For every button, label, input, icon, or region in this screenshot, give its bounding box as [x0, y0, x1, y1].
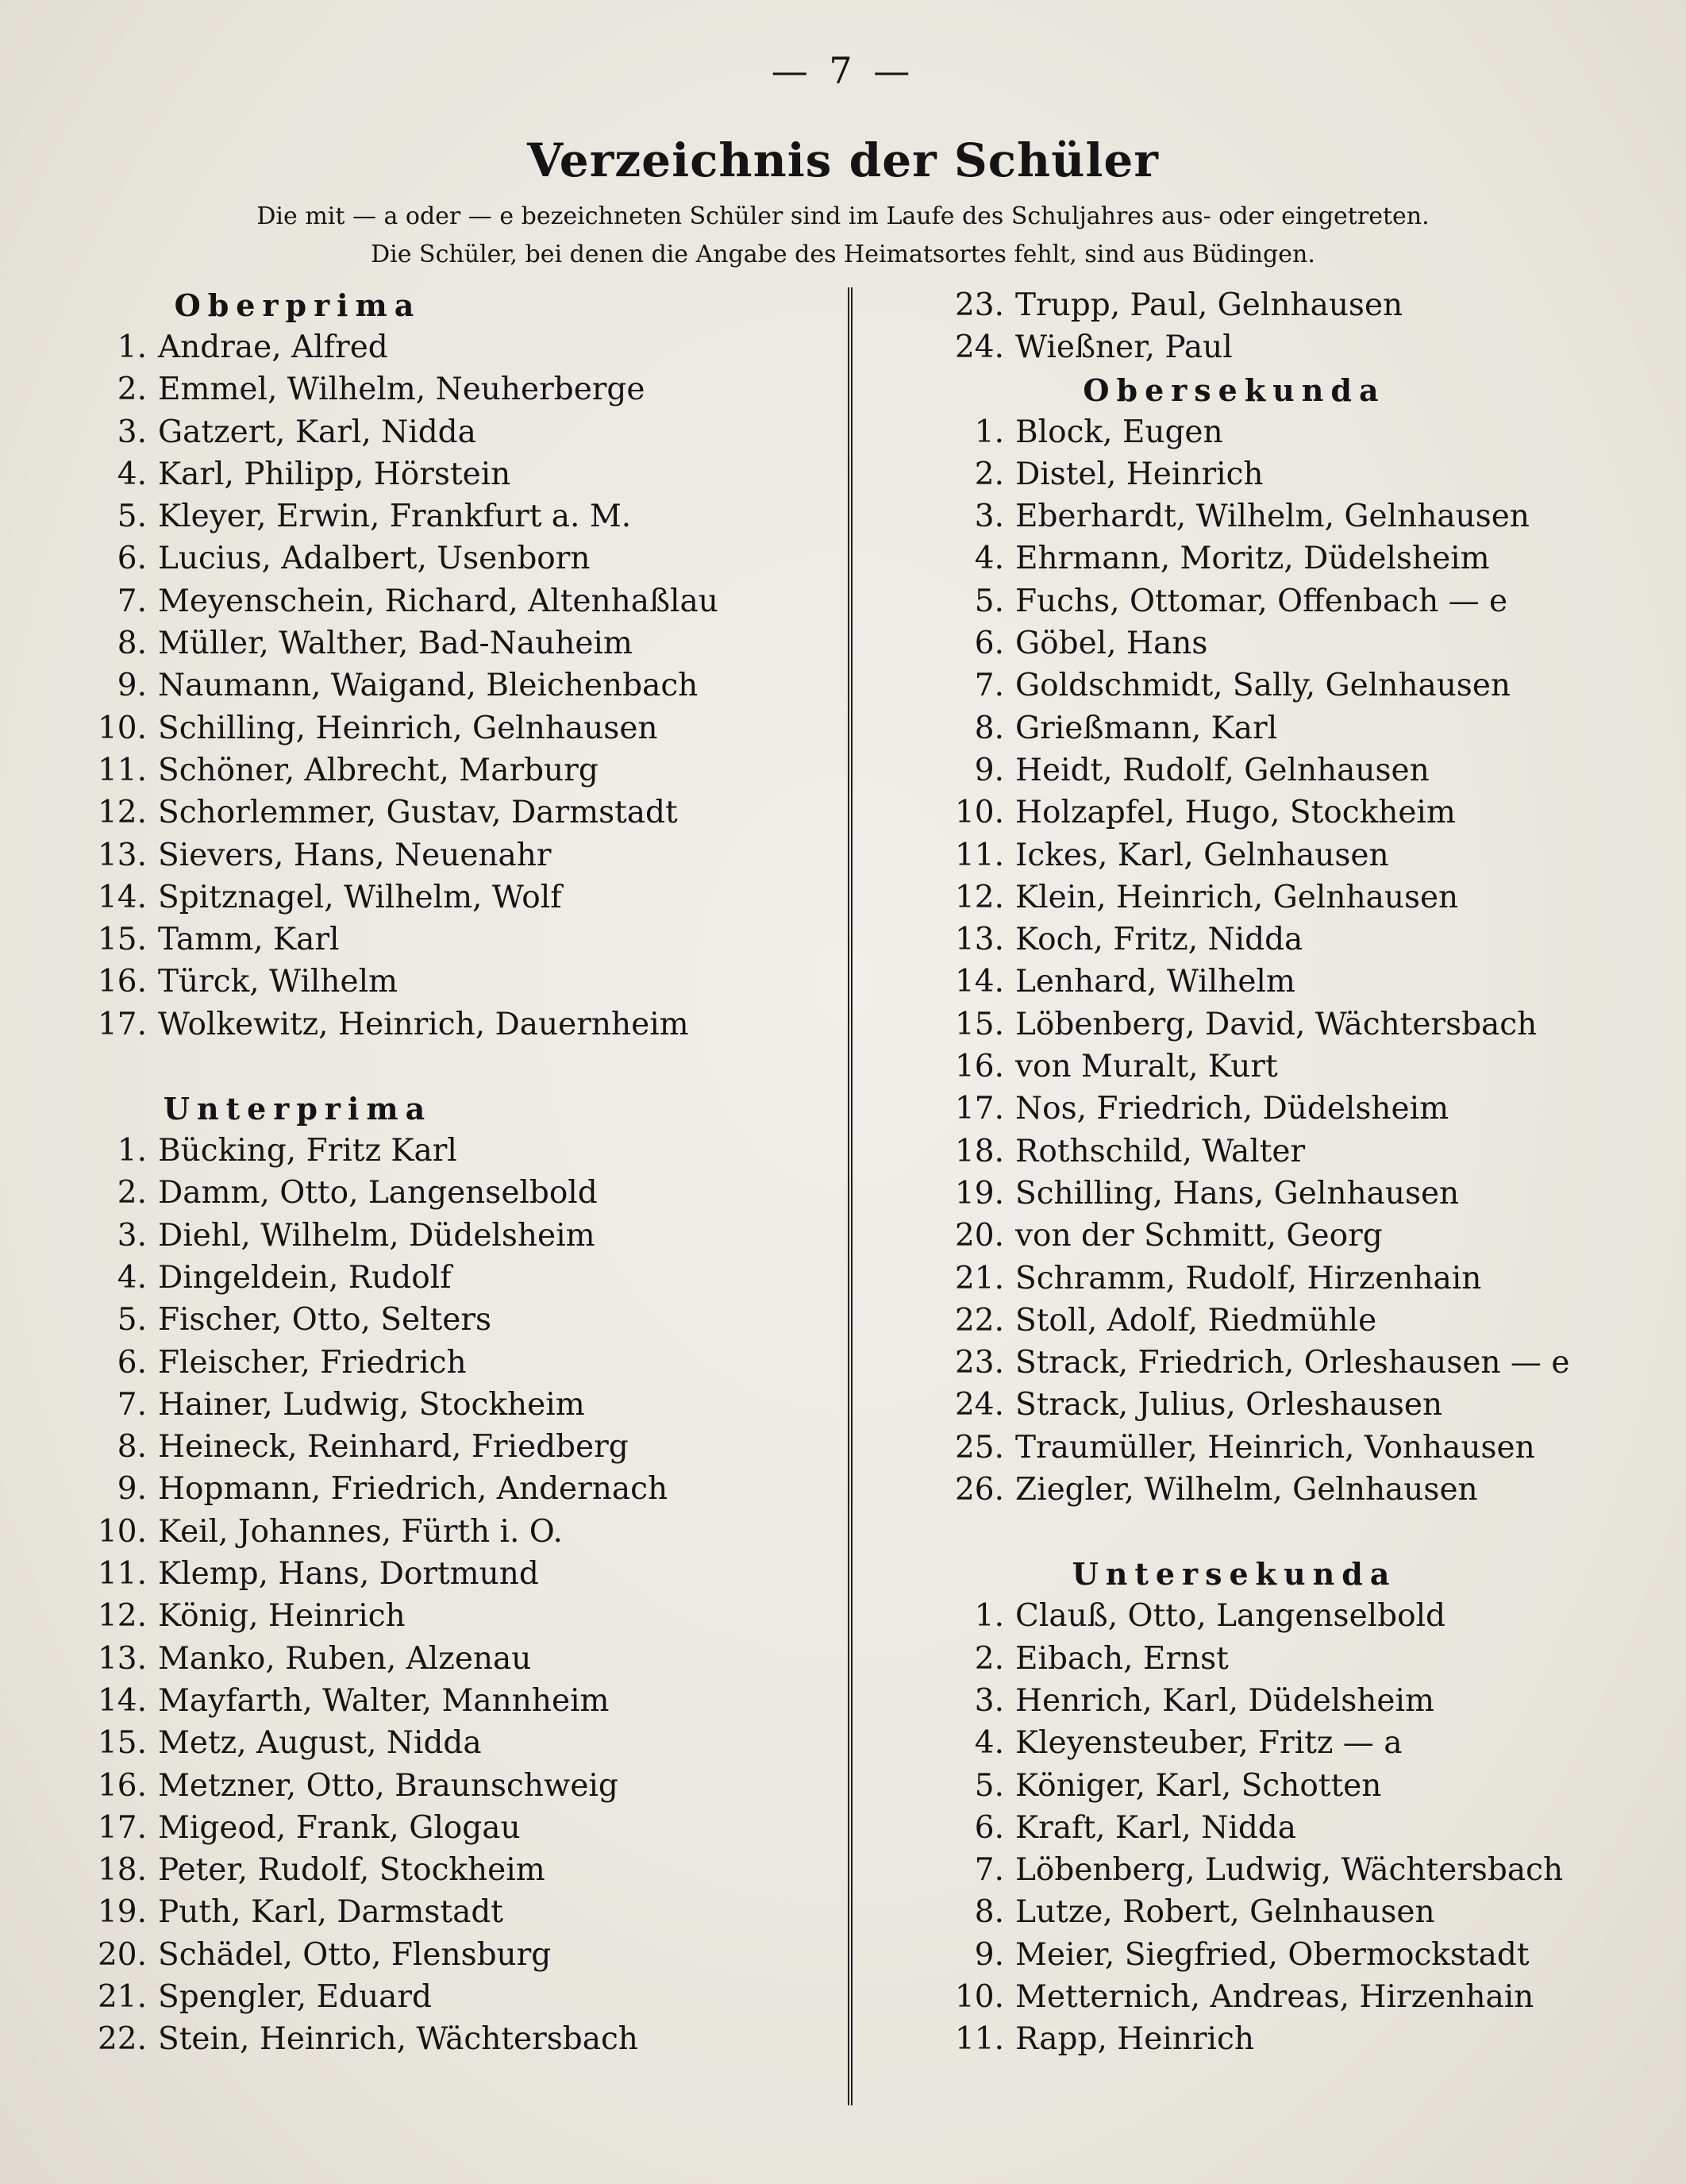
list-item [83, 1511, 845, 1553]
list-item-number: 1. [974, 414, 1004, 450]
list-item-number: 19. [954, 1175, 1004, 1211]
list-item-number: 10. [954, 1978, 1004, 2015]
list-item [83, 1172, 845, 1214]
student-entry: Naumann, Waigand, Bleichenbach [158, 668, 699, 704]
student-entry: Fleischer, Friedrich [158, 1344, 467, 1381]
list-item-number: 14. [97, 1682, 147, 1719]
list-oberprima [83, 326, 845, 1046]
student-entry: Fuchs, Ottomar, Offenbach — e [1015, 583, 1508, 619]
list-item [941, 1427, 1655, 1469]
student-entry: Strack, Julius, Orleshausen [1015, 1387, 1443, 1423]
student-entry: Schädel, Otto, Flensburg [158, 1936, 552, 1973]
list-item [941, 411, 1655, 453]
student-entry: Metz, August, Nidda [158, 1725, 482, 1762]
list-item-number: 8. [974, 710, 1004, 746]
list-untersekunda [941, 1595, 1655, 2060]
column-divider [848, 287, 853, 2105]
list-item [941, 453, 1655, 495]
left-column [83, 284, 845, 2061]
list-item-number: 21. [954, 1260, 1004, 1296]
list-item-number: 3. [117, 1217, 147, 1254]
student-entry: Müller, Walther, Bad-Nauheim [158, 626, 633, 662]
list-item [83, 834, 845, 876]
list-item [941, 1638, 1655, 1680]
list-item-number: 13. [97, 837, 147, 873]
student-entry: Hopmann, Friedrich, Andernach [158, 1471, 668, 1508]
list-item [941, 1976, 1655, 2018]
student-entry: Stoll, Adolf, Riedmühle [1015, 1302, 1377, 1339]
student-entry: Eibach, Ernst [1015, 1640, 1229, 1677]
list-item [83, 1934, 845, 1976]
list-item [941, 664, 1655, 707]
student-entry: Spengler, Eduard [158, 1978, 432, 2015]
list-item-number: 8. [117, 626, 147, 662]
list-item [941, 1046, 1655, 1088]
list-item-number: 11. [97, 1556, 147, 1593]
list-item-number: 5. [117, 499, 147, 535]
student-entry: Ehrmann, Moritz, Düdelsheim [1015, 541, 1490, 577]
student-entry: Diehl, Wilhelm, Düdelsheim [158, 1217, 595, 1254]
student-entry: Kraft, Karl, Nidda [1015, 1809, 1297, 1846]
student-entry: Königer, Karl, Schotten [1015, 1767, 1382, 1804]
list-item [941, 749, 1655, 792]
list-item [941, 1088, 1655, 1130]
student-entry: Ickes, Karl, Gelnhausen [1015, 837, 1389, 873]
list-item [83, 1257, 845, 1299]
student-entry: Türck, Wilhelm [158, 964, 398, 1000]
list-item-number: 7. [974, 668, 1004, 704]
student-entry: Wießner, Paul [1015, 329, 1233, 366]
student-entry: Block, Eugen [1015, 414, 1223, 450]
list-item-number: 15. [97, 1725, 147, 1762]
list-item [83, 326, 845, 368]
list-item [83, 664, 845, 707]
student-entry: Karl, Philipp, Hörstein [158, 456, 511, 492]
student-entry: Rothschild, Walter [1015, 1133, 1306, 1169]
student-entry: Lenhard, Wilhelm [1015, 964, 1295, 1000]
list-item [83, 1722, 845, 1764]
list-item [83, 1342, 845, 1384]
student-entry: Heineck, Reinhard, Friedberg [158, 1429, 629, 1466]
list-item [83, 1595, 845, 1637]
list-item [83, 1384, 845, 1426]
student-entry: Meyenschein, Richard, Altenhaßlau [158, 583, 718, 619]
list-item [83, 919, 845, 961]
list-item-number: 18. [97, 1852, 147, 1889]
section-heading-oberprima: Oberprima [174, 287, 422, 323]
student-entry: Meier, Siegfried, Obermockstadt [1015, 1936, 1530, 1973]
list-item-number: 6. [974, 1809, 1004, 1846]
list-item [83, 1299, 845, 1341]
list-item [83, 1638, 845, 1680]
student-entry: Grießmann, Karl [1015, 710, 1278, 746]
student-entry: Hainer, Ludwig, Stockheim [158, 1386, 585, 1423]
list-item [83, 453, 845, 495]
list-item-number: 16. [97, 1767, 147, 1804]
student-entry: Bücking, Fritz Karl [158, 1133, 457, 1169]
list-item [941, 1807, 1655, 1849]
list-item-number: 17. [954, 1091, 1004, 1127]
list-item [941, 2018, 1655, 2060]
list-item [83, 537, 845, 580]
student-entry: Klein, Heinrich, Gelnhausen [1015, 879, 1459, 915]
student-entry: Eberhardt, Wilhelm, Gelnhausen [1015, 499, 1530, 535]
student-entry: Nos, Friedrich, Düdelsheim [1015, 1091, 1449, 1127]
list-item [941, 1469, 1655, 1511]
student-entry: Rapp, Heinrich [1015, 2021, 1254, 2058]
list-item [941, 961, 1655, 1003]
student-entry: Gatzert, Karl, Nidda [158, 414, 476, 450]
student-entry: Clauß, Otto, Langenselbold [1015, 1598, 1446, 1635]
student-entry: Klemp, Hans, Dortmund [158, 1556, 539, 1593]
list-item [941, 580, 1655, 622]
student-entry: Wolkewitz, Heinrich, Dauernheim [158, 1006, 689, 1042]
list-item-number: 2. [117, 372, 147, 408]
list-item-number: 9. [117, 668, 147, 704]
list-item [941, 1258, 1655, 1300]
list-unterprima [83, 1130, 845, 2061]
list-item [83, 622, 845, 664]
student-entry: Schramm, Rudolf, Hirzenhain [1015, 1260, 1482, 1296]
student-entry: Mayfarth, Walter, Mannheim [158, 1682, 610, 1719]
list-item-number: 19. [97, 1894, 147, 1931]
list-item-number: 24. [954, 1387, 1004, 1423]
student-entry: Andrae, Alfred [158, 329, 388, 365]
list-item [83, 1765, 845, 1807]
student-entry: von der Schmitt, Georg [1015, 1218, 1383, 1254]
section-gap [83, 1046, 845, 1088]
list-item [83, 580, 845, 622]
list-item [83, 1215, 845, 1257]
list-obersekunda [941, 411, 1655, 1512]
list-item-number: 11. [954, 2021, 1004, 2058]
list-item [941, 792, 1655, 834]
section-gap [941, 1511, 1655, 1553]
list-item-number: 3. [117, 414, 147, 450]
list-item [941, 1722, 1655, 1764]
list-item [941, 1384, 1655, 1426]
list-item-number: 15. [954, 1006, 1004, 1042]
list-unterprima-continued [941, 284, 1655, 369]
list-item-number: 5. [974, 583, 1004, 619]
student-entry: Ziegler, Wilhelm, Gelnhausen [1015, 1472, 1478, 1508]
list-item [83, 1891, 845, 1933]
list-item-number: 20. [97, 1936, 147, 1973]
list-item-number: 12. [954, 879, 1004, 915]
student-entry: Holzapfel, Hugo, Stockheim [1015, 795, 1456, 831]
list-item-number: 13. [97, 1640, 147, 1677]
list-item [83, 495, 845, 537]
section-heading-unterprima: Unterprima [163, 1091, 433, 1127]
student-entry: Goldschmidt, Sally, Gelnhausen [1015, 668, 1511, 704]
list-item [83, 792, 845, 834]
student-entry: Keil, Johannes, Fürth i. O. [158, 1513, 563, 1550]
list-item [941, 622, 1655, 664]
student-entry: Löbenberg, Ludwig, Wächtersbach [1015, 1852, 1564, 1889]
list-item-number: 10. [97, 1513, 147, 1550]
list-item-number: 14. [97, 879, 147, 915]
list-item [941, 919, 1655, 961]
list-item-number: 7. [117, 583, 147, 619]
list-item [83, 368, 845, 410]
list-item [941, 284, 1655, 326]
list-item [941, 1934, 1655, 1976]
list-item-number: 2. [974, 456, 1004, 492]
list-item [941, 1680, 1655, 1722]
list-item [941, 1003, 1655, 1046]
student-entry: Heidt, Rudolf, Gelnhausen [1015, 752, 1430, 788]
student-entry: Sievers, Hans, Neuenahr [158, 837, 552, 873]
list-item-number: 5. [117, 1302, 147, 1339]
student-entry: Dingeldein, Rudolf [158, 1259, 452, 1296]
list-item-number: 1. [117, 1133, 147, 1169]
list-item-number: 24. [954, 329, 1004, 366]
student-entry: König, Heinrich [158, 1598, 406, 1635]
list-item-number: 1. [117, 329, 147, 365]
list-item [83, 707, 845, 749]
student-entry: Trupp, Paul, Gelnhausen [1015, 287, 1403, 323]
list-item [941, 495, 1655, 537]
student-entry: Metzner, Otto, Braunschweig [158, 1767, 618, 1804]
list-item-number: 9. [974, 1936, 1004, 1973]
note-line: Die Schüler, bei denen die Angabe des Heimatsortes fehlt, sind aus Büdingen. [371, 241, 1315, 268]
list-item [941, 1300, 1655, 1342]
student-entry: von Muralt, Kurt [1015, 1049, 1278, 1085]
list-item [83, 1849, 845, 1891]
list-item-number: 2. [117, 1175, 147, 1211]
list-item [83, 1130, 845, 1172]
right-column [941, 284, 1655, 2061]
list-item-number: 3. [974, 499, 1004, 535]
student-entry: Lucius, Adalbert, Usenborn [158, 541, 591, 577]
list-item-number: 6. [974, 626, 1004, 662]
list-item-number: 17. [97, 1809, 147, 1846]
list-item-number: 11. [954, 837, 1004, 873]
list-item-number: 9. [117, 1471, 147, 1508]
list-item [941, 1173, 1655, 1215]
student-entry: Lutze, Robert, Gelnhausen [1015, 1894, 1435, 1931]
list-item [83, 411, 845, 453]
student-entry: Schilling, Heinrich, Gelnhausen [158, 710, 658, 746]
list-item [83, 876, 845, 919]
list-item-number: 23. [954, 1345, 1004, 1381]
list-item [83, 1468, 845, 1510]
student-entry: Spitznagel, Wilhelm, Wolf [158, 879, 562, 915]
list-item [941, 707, 1655, 749]
list-item [941, 1765, 1655, 1807]
list-item [941, 876, 1655, 919]
student-entry: Henrich, Karl, Düdelsheim [1015, 1682, 1434, 1719]
list-item-number: 20. [954, 1218, 1004, 1254]
student-entry: Metternich, Andreas, Hirzenhain [1015, 1978, 1534, 2015]
student-entry: Damm, Otto, Langenselbold [158, 1175, 598, 1211]
list-item [83, 749, 845, 792]
list-item-number: 7. [117, 1386, 147, 1423]
student-entry: Traumüller, Heinrich, Vonhausen [1015, 1429, 1535, 1466]
list-item-number: 12. [97, 1598, 147, 1635]
list-item-number: 4. [117, 456, 147, 492]
list-item-number: 8. [117, 1429, 147, 1466]
list-item-number: 16. [954, 1049, 1004, 1085]
list-item-number: 8. [974, 1894, 1004, 1931]
student-entry: Schorlemmer, Gustav, Darmstadt [158, 795, 678, 831]
list-item-number: 25. [954, 1429, 1004, 1466]
student-entry: Schöner, Albrecht, Marburg [158, 752, 599, 788]
list-item [83, 2018, 845, 2060]
list-item [941, 834, 1655, 876]
list-item-number: 5. [974, 1767, 1004, 1804]
list-item-number: 9. [974, 752, 1004, 788]
list-item [83, 1003, 845, 1046]
list-item-number: 7. [974, 1852, 1004, 1889]
list-item [941, 1595, 1655, 1637]
list-item [83, 1680, 845, 1722]
list-item [83, 1426, 845, 1468]
list-item [83, 1553, 845, 1595]
list-item [941, 1215, 1655, 1257]
list-item-number: 10. [954, 795, 1004, 831]
list-item [941, 1891, 1655, 1933]
list-item [941, 326, 1655, 368]
student-entry: Koch, Fritz, Nidda [1015, 922, 1303, 958]
student-entry: Stein, Heinrich, Wächtersbach [158, 2021, 638, 2058]
student-entry: Kleyensteuber, Fritz — a [1015, 1725, 1403, 1762]
note-line: Die mit — a oder — e bezeichneten Schüler sind im Laufe des Schuljahres aus- oder eingetreten. [256, 202, 1430, 230]
student-entry: Tamm, Karl [158, 922, 340, 958]
list-item-number: 4. [974, 541, 1004, 577]
list-item-number: 26. [954, 1472, 1004, 1508]
list-item-number: 12. [97, 795, 147, 831]
student-entry: Strack, Friedrich, Orleshausen — e [1015, 1345, 1570, 1381]
list-item [83, 961, 845, 1003]
list-item-number: 13. [954, 922, 1004, 958]
list-item-number: 22. [954, 1302, 1004, 1339]
list-item [941, 1131, 1655, 1173]
student-entry: Manko, Ruben, Alzenau [158, 1640, 532, 1677]
list-item-number: 4. [117, 1259, 147, 1296]
student-entry: Fischer, Otto, Selters [158, 1302, 492, 1339]
list-item-number: 6. [117, 541, 147, 577]
page-number: — 7 — [771, 49, 915, 92]
list-item-number: 10. [97, 710, 147, 746]
student-entry: Distel, Heinrich [1015, 456, 1264, 492]
list-item-number: 15. [97, 922, 147, 958]
list-item-number: 23. [954, 287, 1004, 323]
list-item-number: 16. [97, 964, 147, 1000]
list-item-number: 14. [954, 964, 1004, 1000]
student-entry: Emmel, Wilhelm, Neuherberge [158, 372, 645, 408]
list-item-number: 11. [97, 752, 147, 788]
list-item-number: 17. [97, 1006, 147, 1042]
list-item-number: 6. [117, 1344, 147, 1381]
list-item [941, 1342, 1655, 1384]
list-item [83, 1807, 845, 1849]
list-item-number: 2. [974, 1640, 1004, 1677]
list-item-number: 4. [974, 1725, 1004, 1762]
list-item-number: 22. [97, 2021, 147, 2058]
list-item-number: 21. [97, 1978, 147, 2015]
student-entry: Peter, Rudolf, Stockheim [158, 1852, 545, 1889]
list-item [83, 1976, 845, 2018]
list-item-number: 18. [954, 1133, 1004, 1169]
page-title: Verzeichnis der Schüler [527, 133, 1159, 187]
list-item-number: 1. [974, 1598, 1004, 1635]
list-item [941, 1849, 1655, 1891]
student-entry: Migeod, Frank, Glogau [158, 1809, 521, 1846]
student-entry: Puth, Karl, Darmstadt [158, 1894, 503, 1931]
section-heading-obersekunda: Obersekunda [1083, 372, 1386, 408]
list-item [941, 537, 1655, 580]
student-entry: Löbenberg, David, Wächtersbach [1015, 1006, 1538, 1042]
student-entry: Schilling, Hans, Gelnhausen [1015, 1175, 1460, 1211]
list-item-number: 3. [974, 1682, 1004, 1719]
student-entry: Göbel, Hans [1015, 626, 1208, 662]
section-heading-untersekunda: Untersekunda [1072, 1556, 1397, 1593]
student-entry: Kleyer, Erwin, Frankfurt a. M. [158, 499, 632, 535]
